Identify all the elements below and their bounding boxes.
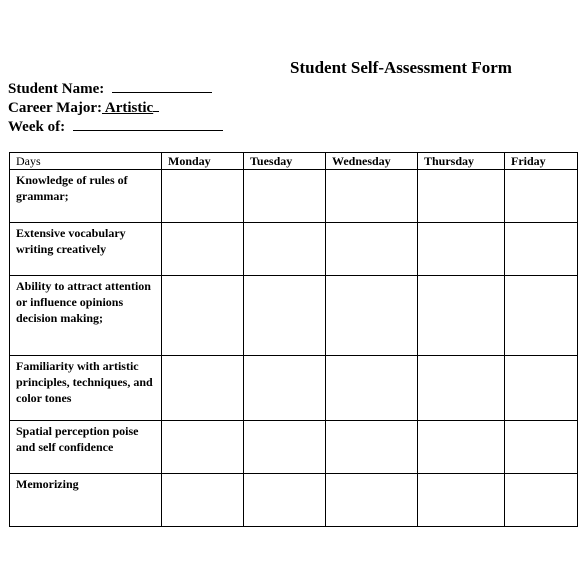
cell-friday[interactable] [505, 223, 578, 276]
cell-monday[interactable] [162, 421, 244, 474]
cell-tuesday[interactable] [244, 474, 326, 527]
form-title: Student Self-Assessment Form [290, 58, 512, 77]
criterion-influence: Ability to attract attention or influence opinions decision making; [10, 276, 162, 356]
cell-thursday[interactable] [418, 276, 505, 356]
cell-monday[interactable] [162, 170, 244, 223]
career-major-label: Career Major: [8, 100, 102, 116]
cell-tuesday[interactable] [244, 356, 326, 421]
criterion-spatial-perception: Spatial perception poise and self confidence [10, 421, 162, 474]
student-name-row [8, 78, 223, 97]
week-of-label: Week of: [8, 119, 66, 135]
career-major-row [8, 97, 223, 116]
table-row [10, 170, 578, 223]
cell-wednesday[interactable] [326, 421, 418, 474]
criterion-artistic-principles: Familiarity with artistic principles, techniques, and color tones [10, 356, 162, 421]
cell-wednesday[interactable] [326, 356, 418, 421]
criterion-grammar: Knowledge of rules of grammar; [10, 170, 162, 223]
header-fields [8, 78, 223, 135]
cell-monday[interactable] [162, 474, 244, 527]
cell-monday[interactable] [162, 223, 244, 276]
week-of-field[interactable] [73, 116, 223, 131]
table-row [10, 474, 578, 527]
student-name-label: Student Name: [8, 81, 105, 97]
cell-tuesday[interactable] [244, 421, 326, 474]
header-friday: Friday [505, 153, 578, 170]
cell-monday[interactable] [162, 356, 244, 421]
cell-thursday[interactable] [418, 356, 505, 421]
cell-thursday[interactable] [418, 170, 505, 223]
header-thursday: Thursday [418, 153, 505, 170]
student-name-field[interactable] [112, 78, 212, 93]
cell-monday[interactable] [162, 276, 244, 356]
week-of-row [8, 116, 223, 135]
cell-friday[interactable] [505, 276, 578, 356]
table-row [10, 356, 578, 421]
cell-tuesday[interactable] [244, 223, 326, 276]
cell-wednesday[interactable] [326, 170, 418, 223]
table-row [10, 276, 578, 356]
cell-friday[interactable] [505, 356, 578, 421]
table-row [10, 223, 578, 276]
career-major-underline [153, 97, 159, 112]
header-tuesday: Tuesday [244, 153, 326, 170]
cell-tuesday[interactable] [244, 276, 326, 356]
cell-tuesday[interactable] [244, 170, 326, 223]
header-monday: Monday [162, 153, 244, 170]
table-row [10, 421, 578, 474]
header-days: Days [10, 153, 162, 170]
cell-thursday[interactable] [418, 223, 505, 276]
cell-wednesday[interactable] [326, 474, 418, 527]
cell-thursday[interactable] [418, 474, 505, 527]
table-header-row [10, 153, 578, 170]
cell-friday[interactable] [505, 421, 578, 474]
cell-friday[interactable] [505, 170, 578, 223]
cell-friday[interactable] [505, 474, 578, 527]
criterion-vocabulary: Extensive vocabulary writing creatively [10, 223, 162, 276]
header-wednesday: Wednesday [326, 153, 418, 170]
cell-thursday[interactable] [418, 421, 505, 474]
cell-wednesday[interactable] [326, 276, 418, 356]
cell-wednesday[interactable] [326, 223, 418, 276]
criterion-memorizing: Memorizing [10, 474, 162, 527]
assessment-table [9, 152, 578, 527]
career-major-value: Artistic [101, 100, 154, 116]
